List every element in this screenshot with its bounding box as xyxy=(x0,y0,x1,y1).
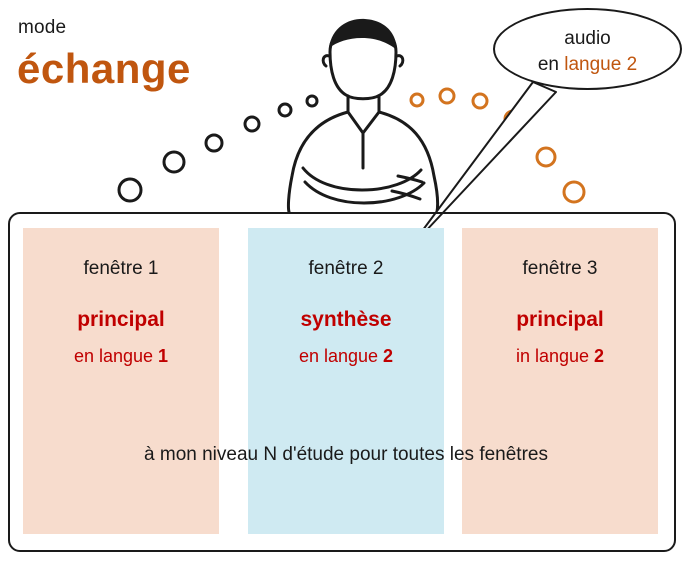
page-title: échange xyxy=(17,45,191,92)
window-2-language-number: 2 xyxy=(383,346,394,366)
window-2-language-prefix: en langue xyxy=(298,346,384,366)
window-3-title: fenêtre 3 xyxy=(522,258,598,279)
panel-footnote: à mon niveau N d'étude pour toutes les fenêtres xyxy=(144,444,548,465)
window-column-3 xyxy=(462,228,658,534)
speech-bubble xyxy=(493,8,682,90)
speech-bubble-line2-highlight: langue 2 xyxy=(564,54,638,75)
window-1-title: fenêtre 1 xyxy=(83,258,159,279)
window-3-language-number: 2 xyxy=(594,346,605,366)
window-3-role: principal xyxy=(516,308,604,331)
window-1-language-prefix: en langue xyxy=(73,346,159,366)
window-1-language xyxy=(23,346,219,367)
window-3-language-prefix: in langue xyxy=(515,346,595,366)
window-2-role: synthèse xyxy=(300,308,392,331)
speech-bubble-line2-prefix: en xyxy=(537,54,565,75)
window-column-1 xyxy=(23,228,219,534)
speech-bubble-line1: audio xyxy=(564,28,611,49)
window-2-language xyxy=(248,346,444,367)
mode-kicker: mode xyxy=(18,17,67,38)
window-column-2 xyxy=(248,228,444,534)
window-1-language-number: 1 xyxy=(158,346,169,366)
speech-bubble-line2 xyxy=(495,54,680,76)
window-2-title: fenêtre 2 xyxy=(308,258,384,279)
window-3-language xyxy=(462,346,658,367)
window-1-role: principal xyxy=(77,308,165,331)
